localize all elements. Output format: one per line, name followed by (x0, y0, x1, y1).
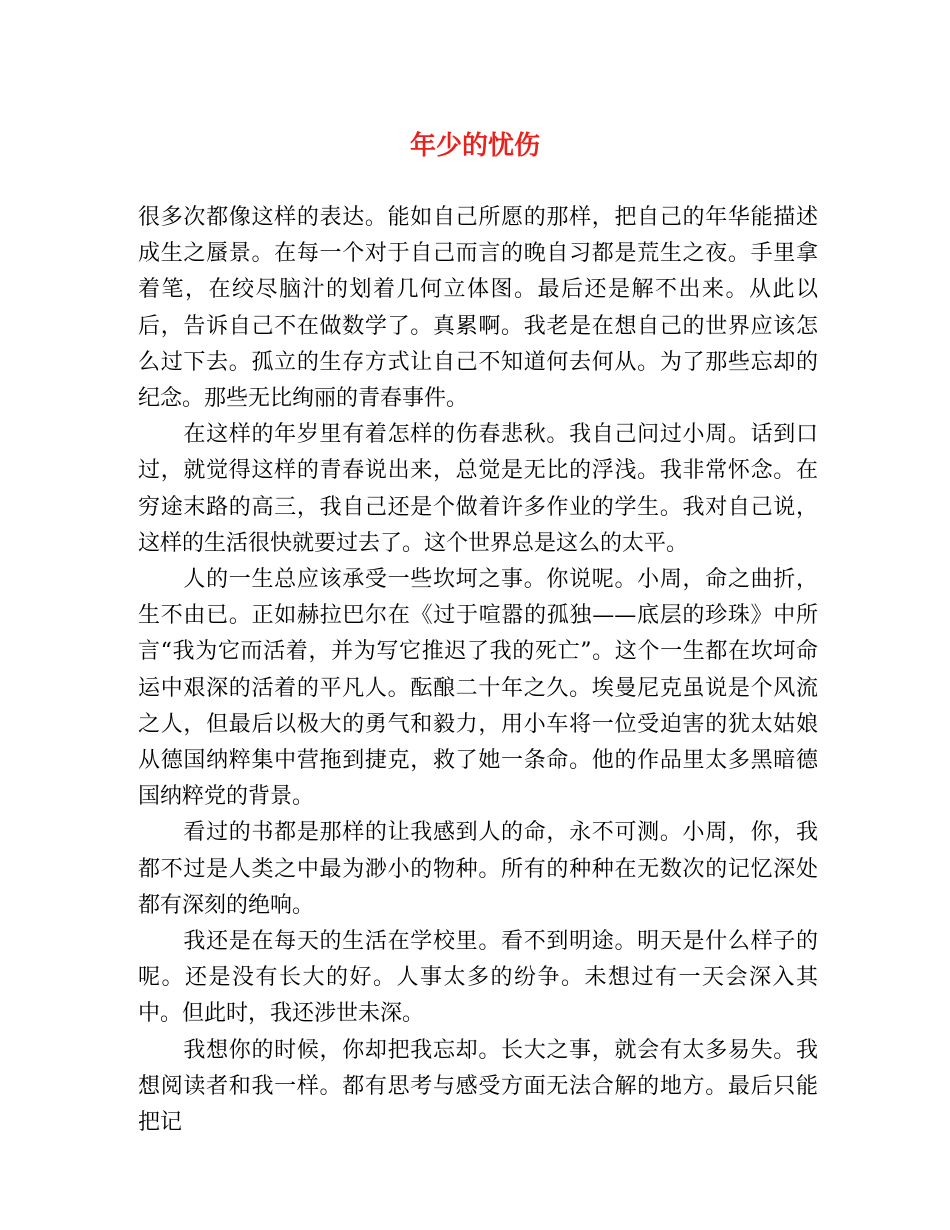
paragraph: 很多次都像这样的表达。能如自己所愿的那样，把自己的年华能描述成生之蜃景。在每一个对于自己而言的晚自习都是荒生之夜。手里拿着笔，在绞尽脑汁的划着几何立体图。最后还是解不出来。从此以后，告诉自己不在做数学了。真累啊。我老是在想自己的世界应该怎么过下去。孤立的生存方式让自己不知道何去何从。为了那些忘却的纪念。那些无比绚丽的青春事件。 (138, 205, 818, 412)
document-title: 年少的忧伤 (409, 131, 540, 161)
paragraph: 人的一生总应该承受一些坎坷之事。你说呢。小周，命之曲折，生不由已。正如赫拉巴尔在《过于喧嚣的孤独——底层的珍珠》中所言“我为它而活着，并为写它推迟了我的死亡”。这个一生都在坎坷命运中艰深的活着的平凡人。酝酿二十年之久。埃曼尼克虽说是个风流之人，但最后以极大的勇气和毅力，用小车将一位受迫害的犹太姑娘从德国纳粹集中营拖到捷克，救了她一条命。他的作品里太多黑暗德国纳粹党的背景。 (138, 567, 818, 810)
paragraph: 我还是在每天的生活在学校里。看不到明途。明天是什么样子的呢。还是没有长大的好。人事太多的纷争。未想过有一天会深入其中。但此时，我还涉世未深。 (138, 929, 818, 1027)
paragraph: 看过的书都是那样的让我感到人的命，永不可测。小周，你，我都不过是人类之中最为渺小的物种。所有的种种在无数次的记忆深处都有深刻的绝响。 (138, 820, 818, 918)
paragraph: 我想你的时候，你却把我忘却。长大之事，就会有太多易失。我想阅读者和我一样。都有思考与感受方面无法合解的地方。最后只能把记 (138, 1037, 818, 1136)
paragraph: 在这样的年岁里有着怎样的伤春悲秋。我自己问过小周。话到口过，就觉得这样的青春说出来，总觉是无比的浮浅。我非常怀念。在穷途末路的高三，我自己还是个做着许多作业的学生。我对自己说，这样的生活很快就要过去了。这个世界总是这么的太平。 (138, 422, 818, 556)
document-body (138, 200, 818, 1141)
